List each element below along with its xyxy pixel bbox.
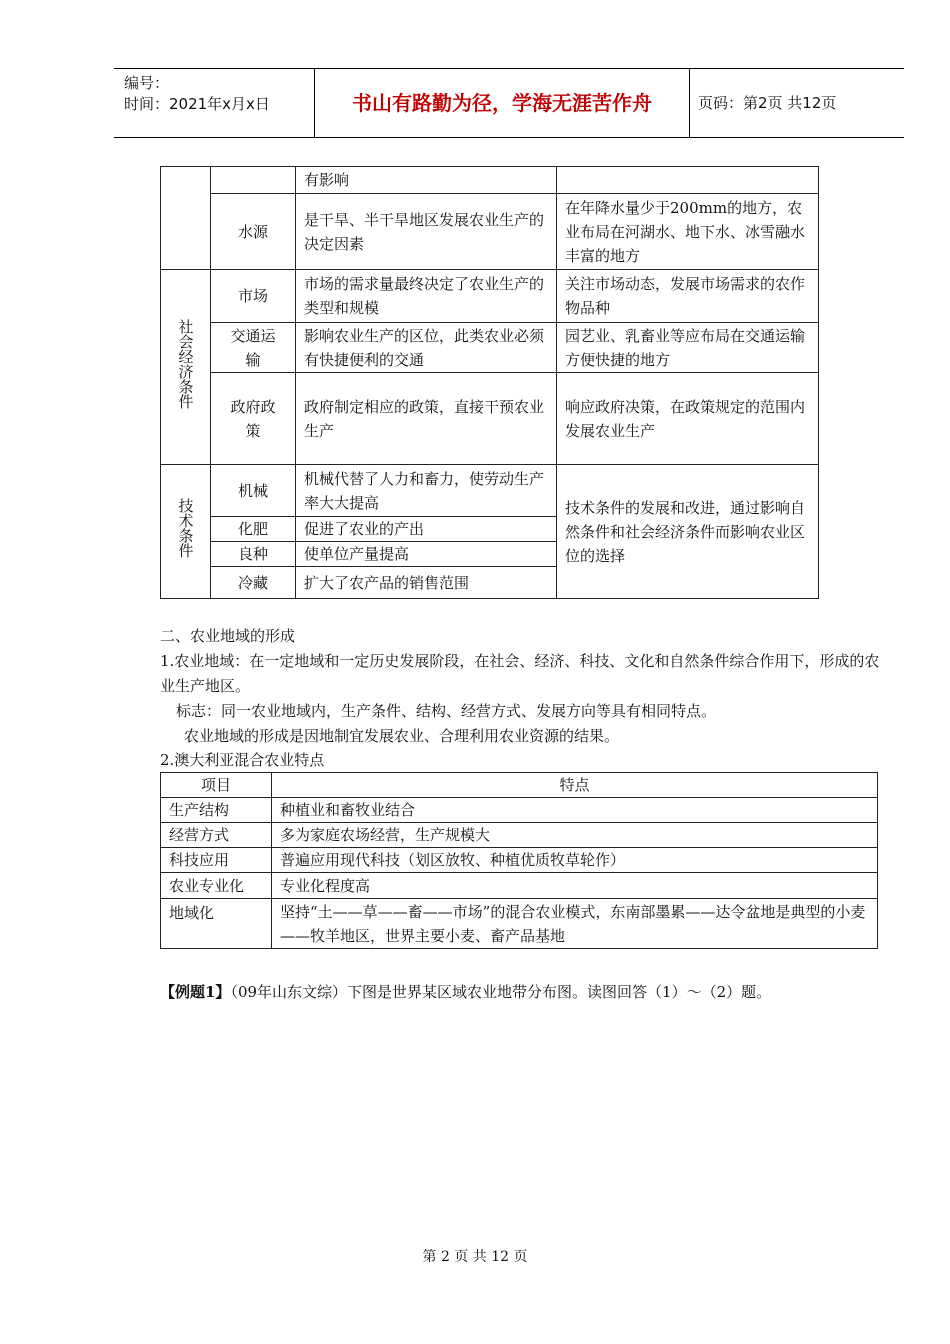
factor-machine: 机械	[211, 465, 296, 517]
effect-cell: 有影响	[296, 167, 557, 194]
layout-water: 在年降水量少于200mm的地方，农业布局在河湖水、地下水、冰雪融水丰富的地方	[557, 194, 819, 270]
row-key: 生产结构	[161, 798, 272, 823]
section-title: 二、农业地域的形成	[160, 627, 296, 645]
layout-policy: 响应政府决策，在政策规定的范围内发展农业生产	[557, 373, 819, 465]
number-label: 编号：	[124, 74, 170, 92]
factor-policy: 政府政策	[211, 373, 296, 465]
layout-tech: 技术条件的发展和改进，通过影响自然条件和社会经济条件而影响农业区位的选择	[557, 465, 819, 599]
paragraph-australia-title: 2.澳大利亚混合农业特点	[160, 751, 325, 769]
row-value: 多为家庭农场经营，生产规模大	[272, 823, 878, 848]
row-value: 专业化程度高	[272, 873, 878, 899]
effect-fertilizer: 促进了农业的产出	[296, 517, 557, 542]
factor-market: 市场	[211, 270, 296, 323]
header-motto: 书山有路勤为径，学海无涯苦作舟	[314, 69, 690, 137]
header-feature: 特点	[272, 773, 878, 798]
factor-seed: 良种	[211, 542, 296, 567]
table-row	[161, 823, 878, 848]
factor-cold: 冷藏	[211, 567, 296, 599]
row-value: 坚持“土——草——畜——市场”的混合农业模式，东南部墨累——达令盆地是典型的小麦——牧羊地区，世界主要小麦、畜产品基地	[272, 899, 878, 949]
paragraph-sign: 标志：同一农业地域内，生产条件、结构、经营方式、发展方向等具有相同特点。	[176, 702, 717, 720]
table-row	[161, 873, 878, 899]
effect-cold: 扩大了农产品的销售范围	[296, 567, 557, 599]
effect-machine: 机械代替了人力和畜力，使劳动生产率大大提高	[296, 465, 557, 517]
layout-market: 关注市场动态，发展市场需求的农作物品种	[557, 270, 819, 323]
factor-fertilizer: 化肥	[211, 517, 296, 542]
social-economic-category: 社会经济条件	[161, 270, 211, 465]
row-key: 地域化	[161, 899, 272, 949]
row-value: 普遍应用现代科技（划区放牧、种植优质牧草轮作）	[272, 848, 878, 873]
location-factor-table	[160, 166, 819, 599]
paragraph-formation: 农业地域的形成是因地制宜发展农业、合理利用农业资源的结果。	[184, 727, 620, 745]
table-row	[161, 798, 878, 823]
header-meta	[124, 73, 270, 115]
table-row	[161, 848, 878, 873]
example-text: （09年山东文综）下图是世界某区域农业地带分布图。读图回答（1）～（2）题。	[230, 983, 772, 1001]
row-key: 农业专业化	[161, 873, 272, 899]
natural-cat-cell	[161, 167, 211, 270]
factor-transport: 交通运输	[211, 323, 296, 373]
effect-transport: 影响农业生产的区位，此类农业必须有快捷便利的交通	[296, 323, 557, 373]
effect-market: 市场的需求量最终决定了农业生产的类型和规模	[296, 270, 557, 323]
page-footer: 第 2 页 共 12 页	[422, 1249, 528, 1265]
effect-seed: 使单位产量提高	[296, 542, 557, 567]
row-value: 种植业和畜牧业结合	[272, 798, 878, 823]
tech-category: 技术条件	[161, 465, 211, 599]
page-header	[114, 68, 904, 138]
table-row	[161, 899, 878, 949]
layout-transport: 园艺业、乳畜业等应布局在交通运输方便快捷的地方	[557, 323, 819, 373]
row-key: 经营方式	[161, 823, 272, 848]
example-tag: 【例题1】	[160, 983, 231, 1001]
layout-cell	[557, 167, 819, 194]
header-page-label: 页码：第2页 共12页	[698, 94, 837, 112]
row-key: 科技应用	[161, 848, 272, 873]
australia-mixed-farming-table	[160, 772, 878, 949]
factor-water: 水源	[211, 194, 296, 270]
factor-cell-empty	[211, 167, 296, 194]
paragraph-definition: 1.农业地域：在一定地域和一定历史发展阶段，在社会、经济、科技、文化和自然条件综合作用下，形成的农业生产地区。	[160, 652, 880, 695]
example-question	[160, 980, 900, 1005]
header-item: 项目	[161, 773, 272, 798]
effect-water: 是干旱、半干旱地区发展农业生产的决定因素	[296, 194, 557, 270]
effect-policy: 政府制定相应的政策，直接干预农业生产	[296, 373, 557, 465]
time-label: 时间：2021年x月x日	[124, 95, 270, 113]
